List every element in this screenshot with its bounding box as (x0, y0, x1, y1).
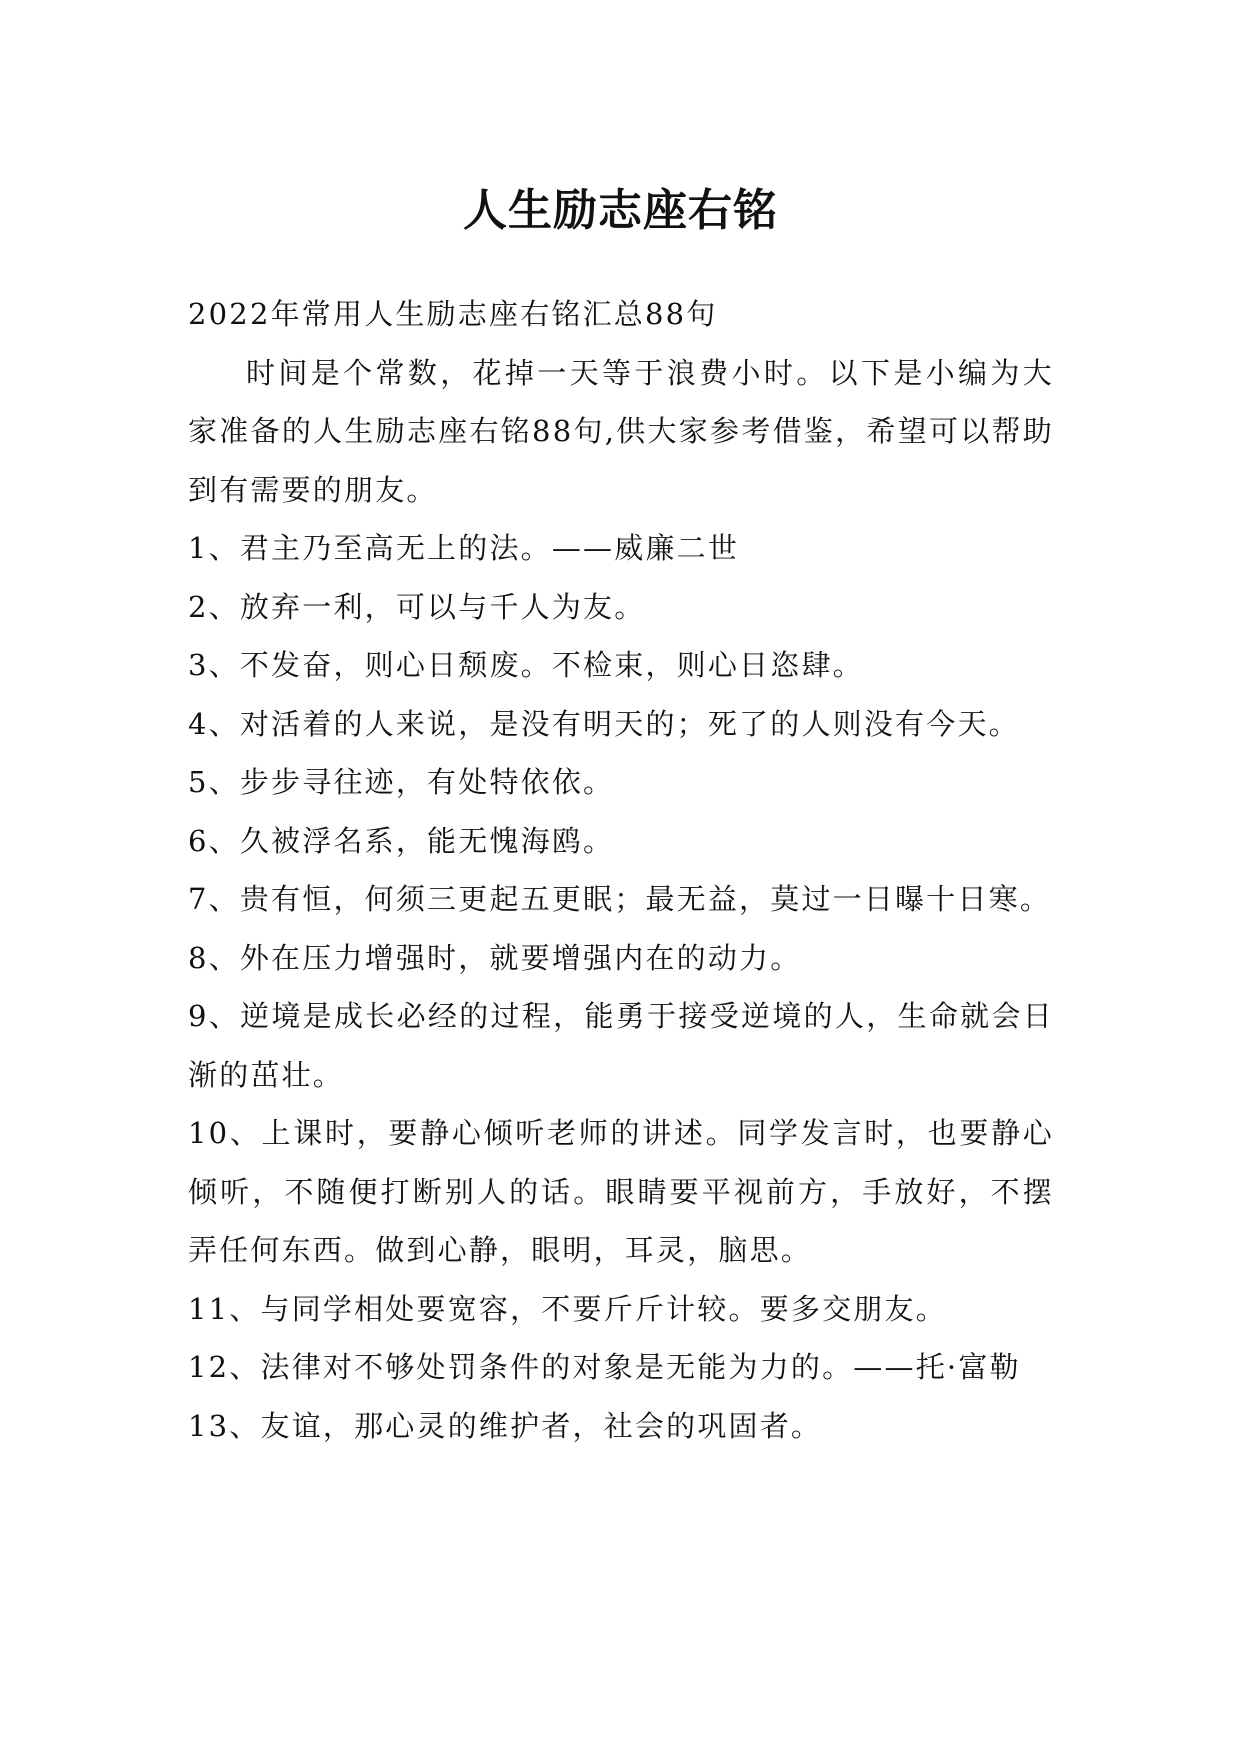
document-title: 人生励志座右铭 (463, 185, 778, 237)
list-item: 13、友谊，那心灵的维护者，社会的巩固者。 (188, 1408, 823, 1443)
list-item: 9、逆境是成长必经的过程，能勇于接受逆境的人，生命就会日渐的茁壮。 (188, 999, 1054, 1092)
list-item: 12、法律对不够处罚条件的对象是无能为力的。——托·富勒 (188, 1350, 1021, 1384)
list-item: 4、对活着的人来说，是没有明天的；死了的人则没有今天。 (188, 706, 1020, 741)
list-item: 11、与同学相处要宽容，不要斤斤计较。要多交朋友。 (188, 1291, 947, 1326)
list-item: 6、久被浮名系，能无愧海鸥。 (188, 823, 615, 858)
list-item: 2、放弃一利，可以与千人为友。 (188, 589, 646, 624)
list-item: 7、贵有恒，何须三更起五更眠；最无益，莫过一日曝十日寒。 (188, 882, 1052, 916)
list-item: 1、君主乃至高无上的法。——威廉二世 (188, 531, 740, 565)
list-item: 3、不发奋，则心日颓废。不检束，则心日恣肆。 (188, 648, 864, 682)
document-body (188, 285, 1054, 1455)
list-item: 5、步步寻往迹，有处特依依。 (188, 765, 615, 799)
intro-paragraph: 时间是个常数，花掉一天等于浪费小时。以下是小编为大家准备的人生励志座右铭88句,供大家参考借鉴，希望可以帮助到有需要的朋友。 (188, 355, 1054, 507)
document-subtitle: 2022年常用人生励志座右铭汇总88句 (188, 297, 718, 331)
list-item: 10、上课时，要静心倾听老师的讲述。同学发言时，也要静心倾听，不随便打断别人的话。眼睛要平视前方，手放好，不摆弄任何东西。做到心静，眼明，耳灵，脑思。 (188, 1116, 1054, 1267)
list-item: 8、外在压力增强时，就要增强内在的动力。 (188, 940, 802, 975)
